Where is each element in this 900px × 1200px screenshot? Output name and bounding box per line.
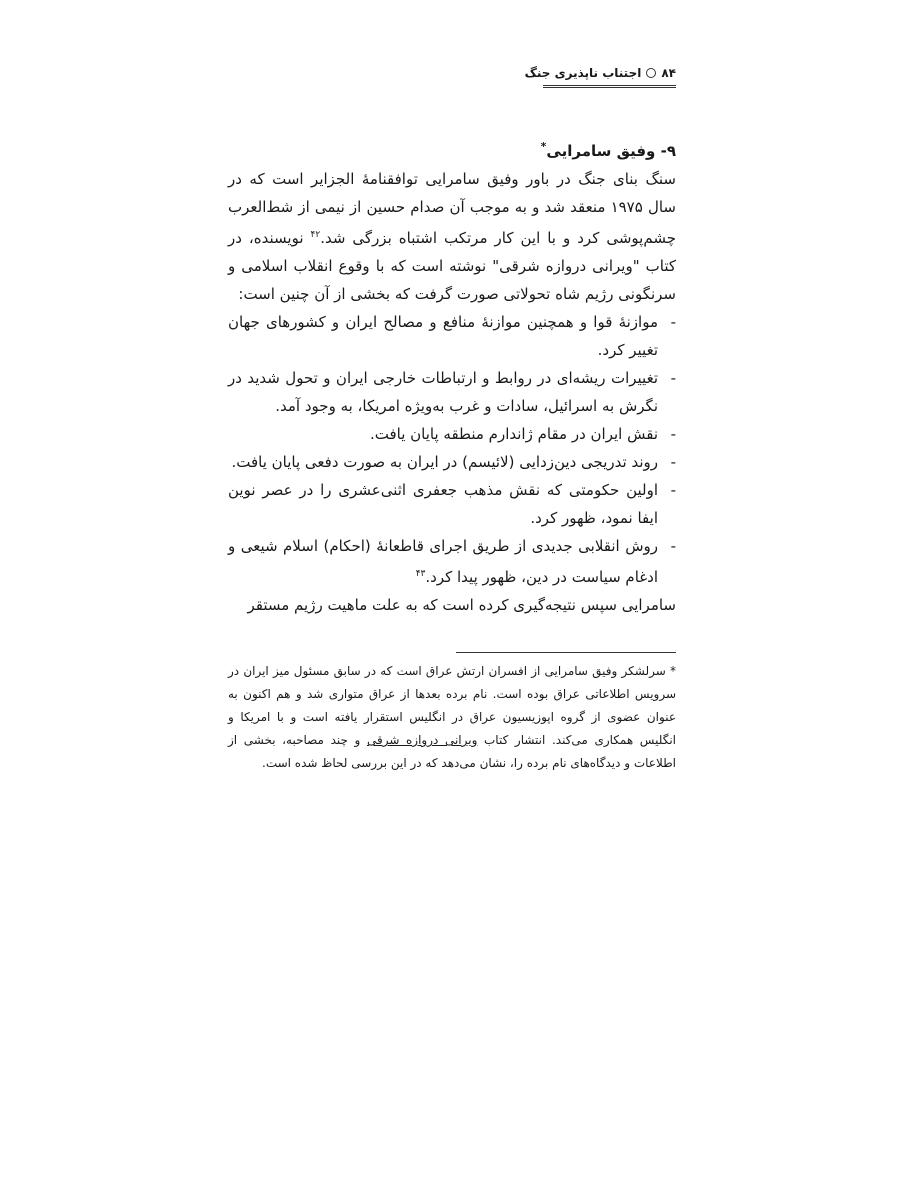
bullet-dash: - [670, 313, 676, 331]
list-item [228, 364, 676, 420]
intro-text-part-2: نویسنده، در کتاب "ویرانی دروازه شرقی" نوشته است که با وقوع انقلاب اسلامی و سرنگونی رژیم شاه تحولاتی صورت گرفت که بخشی از آن چنین است: [228, 229, 676, 303]
bullet-dash: - [670, 369, 676, 387]
section-heading [228, 133, 676, 165]
bullet-list [228, 308, 676, 591]
page-number: ۸۴ [661, 66, 676, 80]
endnote-ref-43: ۴۳ [415, 569, 426, 579]
list-item-text: تغییرات ریشه‌ای در روابط و ارتباطات خارجی ایران و تحول شدید در نگرش به اسرائیل، سادات و غرب به‌ویژه امریکا، به وجود آمد. [228, 369, 658, 415]
footnote [228, 660, 676, 775]
footnote-text-part-2: و چند مصاحبه، بخشی از اطلاعات و دیدگاه‌های نام برده را، نشان می‌دهد که در این بررسی لحاظ شده است. [228, 733, 676, 770]
circle-separator-icon [646, 68, 656, 78]
footnote-marker: * [540, 140, 547, 153]
list-item [228, 476, 676, 532]
intro-paragraph [228, 165, 676, 308]
bullet-dash: - [670, 481, 676, 499]
list-item [228, 420, 676, 448]
list-item [228, 532, 676, 591]
footnote-mark: * [670, 664, 676, 678]
bullet-dash: - [670, 453, 676, 471]
footnote-divider [456, 652, 676, 653]
list-item-text: روند تدریجی دین‌زدایی (لائیسم) در ایران به صورت دفعی پایان یافت. [231, 453, 658, 471]
main-text [228, 133, 676, 619]
list-item [228, 308, 676, 364]
bullet-dash: - [670, 425, 676, 443]
endnote-ref-42: ۴۲ [310, 230, 321, 240]
list-item [228, 448, 676, 476]
list-item-text: موازنهٔ قوا و همچنین موازنهٔ منافع و مصالح ایران و کشورهای جهان تغییر کرد. [228, 313, 658, 359]
bullet-dash: - [670, 537, 676, 555]
footnote-text-part-1: سرلشکر وفیق سامرایی از افسران ارتش عراق است که در سابق مسئول میز ایران در سرویس اطلاعاتی عراق بوده است. نام برده بعدها از عراق متواری شد و هم اکنون به عنوان عضوی از گروه اپوزیسیون عراق در انگلیس استقرار یافته است و با امریکا و انگلیس همکاری می‌کند. انتشار کتاب [228, 664, 676, 747]
list-item-text: نقش ایران در مقام ژاندارم منطقه پایان یافت. [369, 425, 658, 443]
intro-text-part-1: سنگ بنای جنگ در باور وفیق سامرایی توافقنامهٔ الجزایر است که در سال ۱۹۷۵ منعقد شد و به موجب آن صدام حسین از نیمی از شط‌العرب چشم‌پوشی کرد و با این کار مرتکب اشتباه بزرگی شد. [228, 170, 676, 247]
running-head [524, 66, 676, 88]
list-item-text: اولین حکومتی که نقش مذهب جعفری اثنی‌عشری را در عصر نوین ایفا نمود، ظهور کرد. [228, 481, 658, 527]
running-head-title: اجتناب ناپذیری جنگ [524, 66, 642, 80]
section-heading-text: ۹- وفیق سامرایی [546, 142, 676, 160]
closing-paragraph: سامرایی سپس نتیجه‌گیری کرده است که به علت ماهیت رژیم مستقر [247, 596, 676, 614]
footnote-book-title: ویرانی دروازه شرقی [366, 733, 478, 747]
list-item-text: روش انقلابی جدیدی از طریق اجرای قاطعانهٔ (احکام) اسلام شیعی و ادغام سیاست در دین، ظهور پیدا کرد. [228, 537, 658, 586]
